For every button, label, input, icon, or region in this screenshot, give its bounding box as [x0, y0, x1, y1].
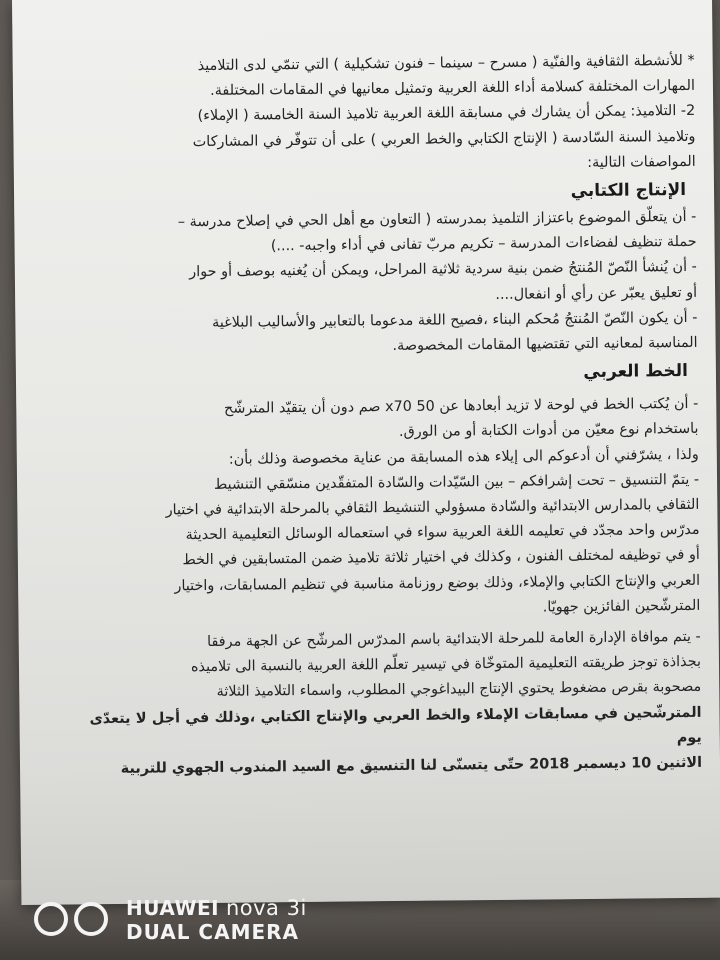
document-text	[83, 49, 703, 783]
watermark-brand: HUAWEI	[126, 896, 220, 920]
section2-line-13: المترشّحين في مسابقات الإملاء والخط العربي والإنتاج الكتابي ،وذلك في أجل لا يتعدّى يوم	[89, 704, 702, 746]
section2-line-7: أو في توظيفه لمختلف الفنون ، وكذلك في اختيار ثلاثة تلاميذ ضمن المتسابقين في الخط	[182, 547, 700, 569]
intro-line-1: * للأنشطة الثقافية والفنّية ( مسرح – سينما – فنون تشكيلية ) التي تنمّي لدى التلاميذ	[197, 52, 695, 75]
watermark-subtitle: DUAL CAMERA	[126, 920, 300, 944]
section2-line-2: باستخدام نوع معيّن من أدوات الكتابة أو من الورق.	[398, 421, 699, 441]
section1-line-6: المناسبة لمعانيه التي تقتضيها المقامات المخصوصة.	[392, 334, 698, 355]
section2-line-4: - يتمّ التنسيق – تحت إشرافكم – بين السّيّدات والسّادة المتفقّدين منسّقي التنشيط	[213, 471, 700, 493]
intro-line-4: وتلاميذ السنة السّادسة ( الإنتاج الكتابي والخط العربي ) على أن تتوفّر في المشاركات	[192, 128, 696, 150]
section2-line-14: الاثنين 10 ديسمبر 2018 حتّى يتسنّى لنا التنسيق مع السيد المندوب الجهوي للتربية	[120, 754, 703, 777]
section2-line-5: الثقافي بالمدارس الابتدائية والسّادة مسؤولي التنشيط الثقافي بالمرحلة الابتدائية في اختيار	[165, 496, 700, 519]
section1-line-1: - أن يتعلّق الموضوع باعتزاز التلميذ بمدرسته ( التعاون مع أهل الحي في إصلاح مدرسة –	[177, 208, 697, 231]
watermark-text	[126, 896, 307, 944]
heading-arabic-calligraphy: الخط العربي	[583, 361, 689, 383]
section2-line-3: ولذا ، يشرّفني أن أدعوكم الى إيلاء هذه المسابقة من عناية مخصوصة وذلك بأن:	[228, 446, 699, 468]
section2-line-9: المترشّحين الفائزين جهويّا.	[542, 597, 701, 616]
section1-line-4: أو تعليق يعبّر عن رأي أو انفعال....	[495, 284, 698, 303]
section2-line-6: مدرّس واحد مجدّد في تعليمه اللغة العربية سواء في استعماله الوسائل التعليمية الحديثة	[185, 522, 700, 544]
intro-line-3: 2- التلاميذ: يمكن أن يشارك في مسابقة اللغة العربية تلاميذ السنة الخامسة ( الإملاء)	[197, 103, 696, 125]
section2-line-12: مصحوبة بقرص مضغوط يحتوي الإنتاج البيداغوجي المطلوب، واسماء التلاميذ الثلاثة	[216, 679, 702, 701]
camera-watermark	[34, 896, 307, 944]
document-page	[12, 0, 720, 905]
section2-line-10: - يتم موافاة الإدارة العامة للمرحلة الابتدائية باسم المدرّس المرشّح عن الجهة مرفقا	[206, 628, 701, 651]
dual-camera-logo-icon	[34, 902, 114, 938]
intro-line-2: المهارات المختلفة كسلامة أداء اللغة العربية وتمثيل معانيها في المقامات المختلفة.	[210, 78, 696, 100]
section1-line-2: حملة تنظيف لفضاءات المدرسة – تكريم مربّ تفانى في أداء واجبه- ....)	[270, 234, 697, 255]
section1-line-3: - أن يُنشأ النّصّ المُنتجُ ضمن بنية سردية ثلاثية المراحل، ويمكن أن يُغنيه بوصف أو حوار	[189, 259, 697, 281]
heading-written-production: الإنتاج الكتابي	[570, 179, 687, 202]
section2-line-11: بجذاذة توجز طريقته التعليمية المتوخّاة في تيسير تعلّم اللغة العربية بالنسبة الى تلاميذه	[190, 654, 702, 676]
section2-line-8: العربي والإنتاج الكتابي والإملاء، وذلك بوضع روزنامة مناسبة في تنظيم المسابقات، واختيار	[174, 572, 701, 594]
section1-line-5: - أن يكون النّصّ المُنتجُ مُحكم البناء ،فصيح اللغة مدعوما بالتعابير والأساليب البلاغية	[212, 309, 698, 331]
intro-line-5: المواصفات التالية:	[587, 153, 696, 171]
section2-line-1: - أن يُكتب الخط في لوحة لا تزيد أبعادها عن 50 x70 صم دون أن يتقيّد المترشّح	[223, 396, 699, 418]
watermark-model: nova 3i	[225, 896, 307, 920]
